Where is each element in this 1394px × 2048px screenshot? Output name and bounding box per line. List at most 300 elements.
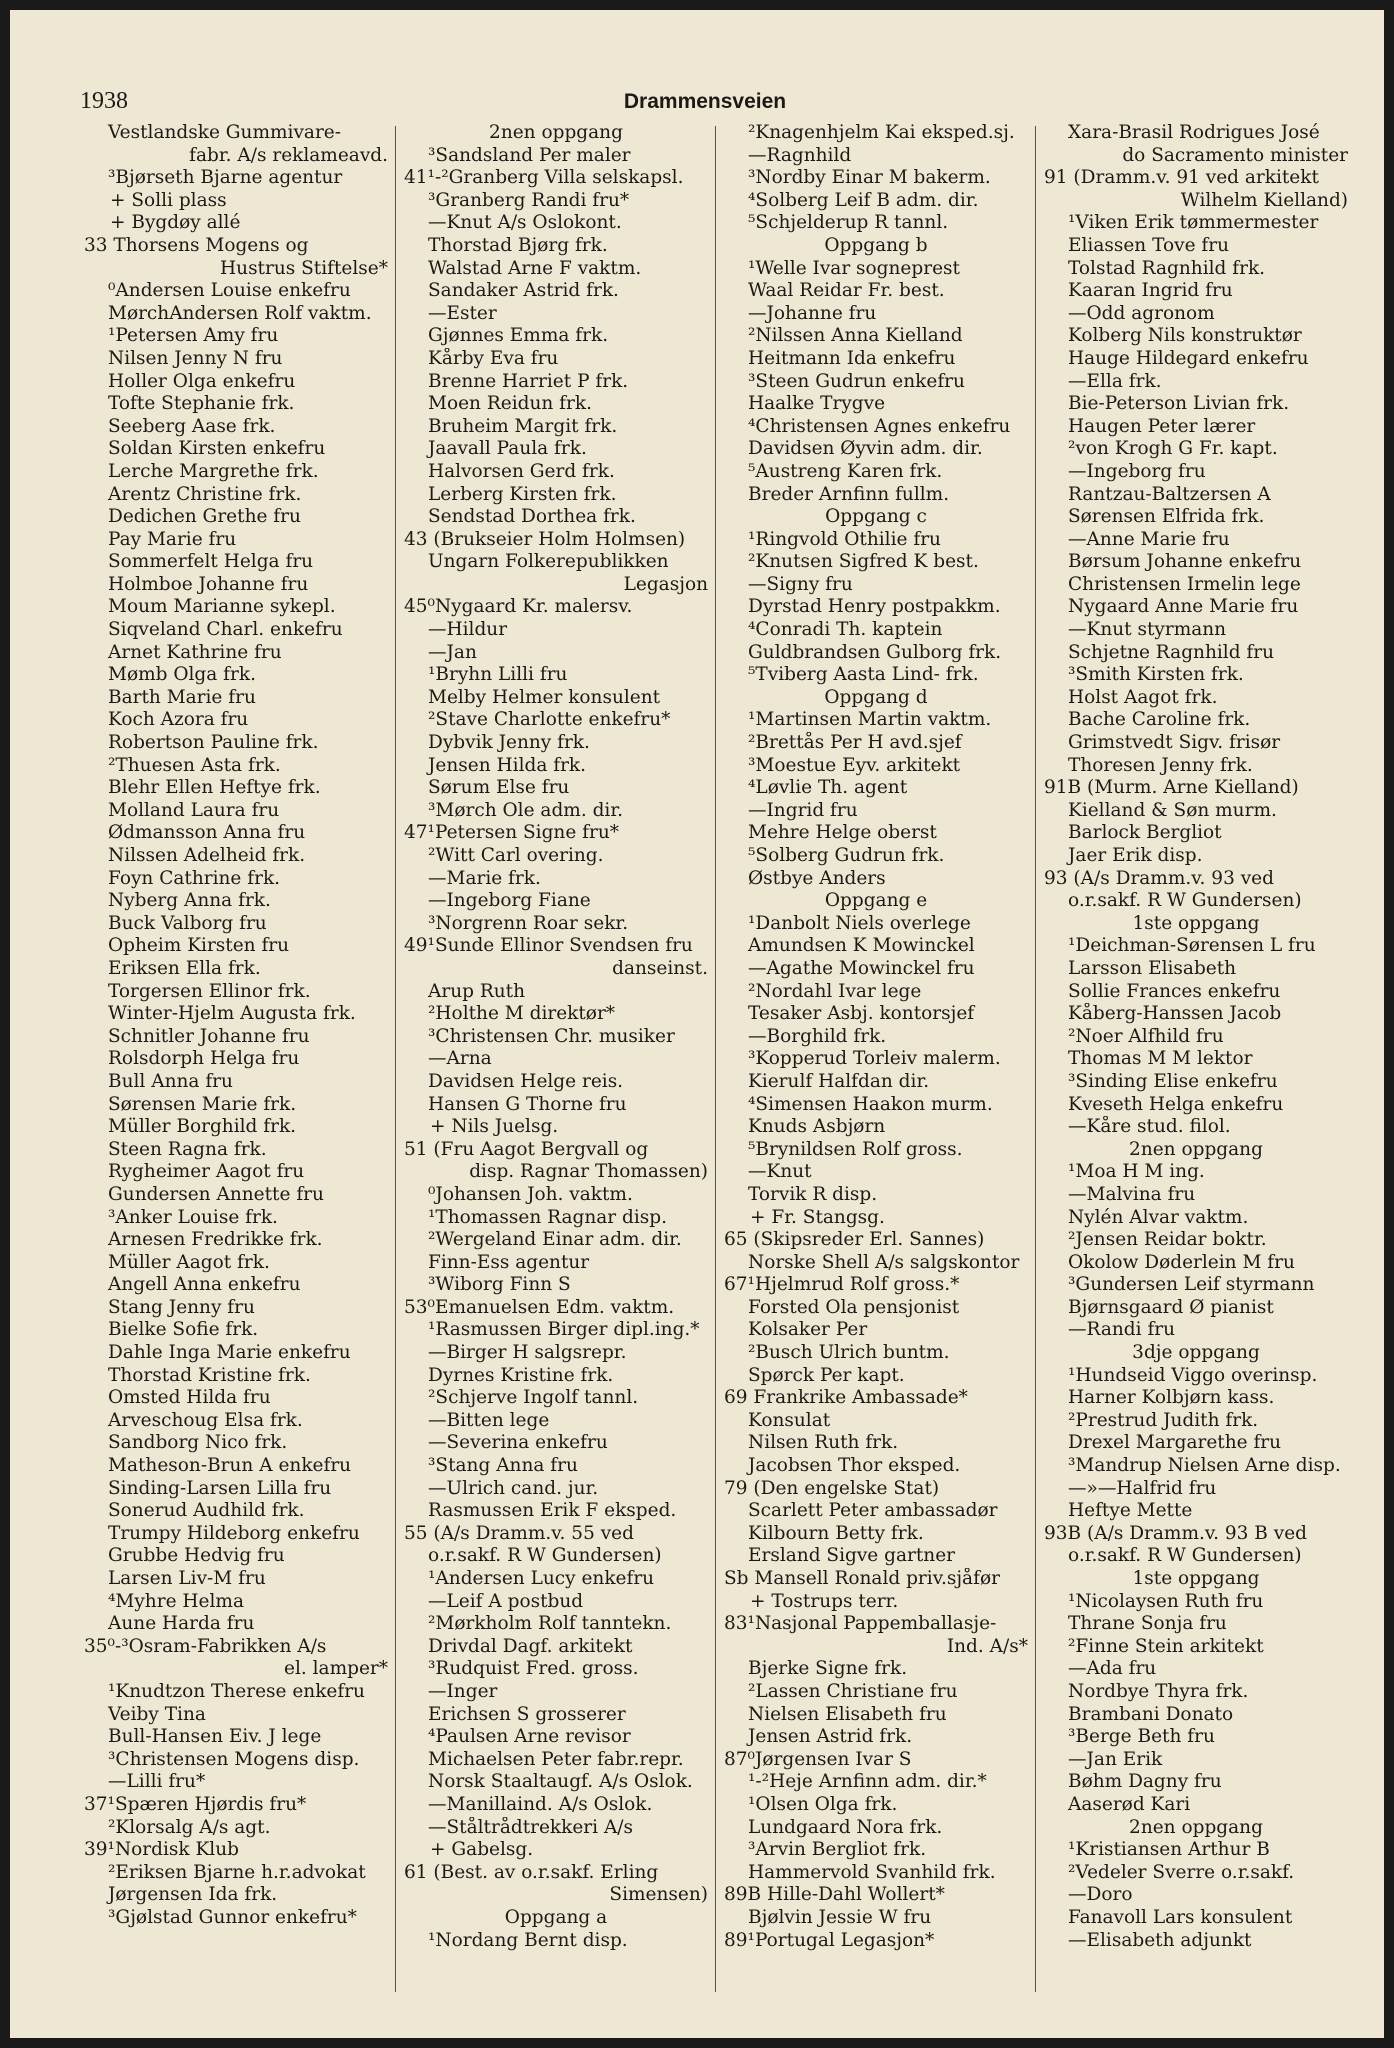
directory-entry-line: Tolstad Ragnhild frk. — [1068, 257, 1266, 279]
directory-entry-line: Bull-Hansen Eiv. J lege — [108, 1726, 322, 1748]
directory-entry-line: —Lilli fru* — [108, 1771, 206, 1793]
directory-entry-line: —Odd agronom — [1068, 302, 1215, 324]
directory-entry-line: —Inger — [428, 1680, 498, 1702]
directory-entry-line: do Sacramento minister — [1122, 144, 1348, 166]
directory-entry-line: 87⁰Jørgensen Ivar S — [724, 1748, 912, 1770]
directory-entry-line: Sandborg Nico frk. — [108, 1432, 288, 1454]
directory-entry-line: ³Granberg Randi fru* — [428, 189, 630, 211]
directory-entry-line: 2nen oppgang — [1129, 1138, 1263, 1160]
directory-entry-line: ¹Nicolaysen Ruth fru — [1068, 1590, 1264, 1612]
directory-entry-line: Torvik R disp. — [748, 1183, 878, 1205]
directory-entry-line: 41¹-²Granberg Villa selskapsl. — [404, 167, 684, 189]
directory-entry-line: Koch Azora fru — [108, 709, 249, 731]
directory-entry-line: Rolsdorph Helga fru — [108, 1048, 300, 1070]
directory-entry-line: 33 Thorsens Mogens og — [84, 234, 309, 256]
directory-entry-line: 61 (Best. av o.r.sakf. Erling — [404, 1861, 659, 1883]
directory-entry-line: Harner Kolbjørn kass. — [1068, 1387, 1275, 1409]
directory-entry-line: Bache Caroline frk. — [1068, 709, 1251, 731]
directory-entry-line: Pay Marie fru — [108, 528, 237, 550]
directory-entry-line: 1ste oppgang — [1132, 912, 1260, 934]
directory-entry-line: Nyberg Anna frk. — [108, 890, 271, 912]
directory-entry-line: Kierulf Halfdan dir. — [748, 1070, 930, 1092]
directory-entry-line: Brenne Harriet P frk. — [428, 370, 629, 392]
directory-entry-line: —Ragnhild — [748, 144, 852, 166]
directory-entry-line: Sørensen Elfrida frk. — [1068, 506, 1265, 528]
directory-entry-line: ²Eriksen Bjarne h.r.advokat — [108, 1861, 366, 1883]
directory-entry-line: ³Bjørseth Bjarne agentur — [108, 167, 343, 189]
directory-entry-line: Kaaran Ingrid fru — [1068, 280, 1233, 302]
directory-entry-line: Davidsen Helge reis. — [428, 1070, 624, 1092]
directory-entry-line: 1ste oppgang — [1132, 1568, 1260, 1589]
directory-entry-line: + Gabelsg. — [430, 1839, 534, 1861]
directory-entry-line: 93B (A/s Dramm.v. 93 B ved — [1044, 1522, 1308, 1544]
directory-entry-line: ²Nilssen Anna Kielland — [748, 325, 963, 347]
directory-entry-line: —Randi fru — [1068, 1319, 1176, 1341]
directory-entry-line: ¹Knudtzon Therese enkefru — [108, 1680, 365, 1702]
directory-entry-line: Bruheim Margit frk. — [428, 415, 618, 437]
directory-entry-line: Finn-Ess agentur — [428, 1251, 590, 1273]
directory-entry-line: Seeberg Aase frk. — [108, 415, 276, 437]
directory-entry-line: Eliassen Tove fru — [1068, 234, 1230, 256]
directory-entry-line: Bøhm Dagny fru — [1068, 1771, 1222, 1793]
directory-entry-line: ³Mørch Ole adm. dir. — [428, 799, 624, 821]
directory-entry-line: Børsum Johanne enkefru — [1068, 551, 1302, 573]
column-2 — [400, 122, 712, 2002]
directory-entry-line: ²Schjerve Ingolf tannl. — [428, 1387, 639, 1409]
directory-entry-line: el. lamper* — [284, 1658, 388, 1680]
directory-entry-line: Aune Harda fru — [108, 1613, 255, 1635]
directory-entry-line: ¹Nordang Bernt disp. — [428, 1929, 628, 1951]
directory-entry-line: Jacobsen Thor eksped. — [748, 1455, 961, 1477]
directory-entry-line: Nordbye Thyra frk. — [1068, 1680, 1249, 1702]
directory-entry-line: Holst Aagot frk. — [1068, 686, 1218, 708]
directory-entry-line: Ersland Sigve gartner — [748, 1545, 955, 1567]
directory-entry-line: Kolberg Nils konstruktør — [1068, 325, 1302, 347]
directory-entry-line: Erichsen S grosserer — [428, 1703, 626, 1725]
directory-entry-line: Hansen G Thorne fru — [428, 1093, 627, 1115]
directory-entry-line: Stang Jenny fru — [108, 1296, 255, 1318]
directory-entry-line: Bull Anna fru — [108, 1070, 233, 1092]
directory-entry-line: Robertson Pauline frk. — [108, 732, 319, 754]
directory-entry-line: ⁴Conradi Th. kaptein — [748, 619, 943, 641]
directory-entry-line: ¹Welle Ivar sogneprest — [748, 257, 960, 279]
directory-entry-line: 3dje oppgang — [1132, 1342, 1260, 1364]
directory-entry-line: 89¹Portugal Legasjon* — [724, 1929, 935, 1951]
directory-entry-line: Lundgaard Nora frk. — [748, 1816, 943, 1838]
directory-entry-line: ²Noer Alfhild fru — [1068, 1025, 1224, 1047]
directory-entry-line: 91B (Murm. Arne Kielland) — [1044, 777, 1299, 799]
directory-entry-line: —Jan — [428, 641, 477, 663]
directory-entry-line: —Severina enkefru — [428, 1432, 608, 1454]
directory-entry-line: Foyn Cathrine frk. — [108, 867, 281, 889]
directory-entry-line: ³Moestue Eyv. arkitekt — [748, 754, 961, 776]
directory-entry-line: ³Nordby Einar M bakerm. — [748, 167, 991, 189]
street-title: Drammensveien — [623, 90, 787, 113]
directory-entry-line: fabr. A/s reklameavd. — [189, 144, 388, 166]
directory-entry-line: Arnet Kathrine fru — [108, 641, 282, 663]
directory-entry-line: Dyrstad Henry postpakkm. — [748, 596, 1001, 618]
directory-entry-line: + Nils Juelsg. — [430, 1116, 559, 1138]
directory-entry-line: Hustrus Stiftelse* — [220, 257, 388, 279]
directory-entry-line: o.r.sakf. R W Gundersen) — [1068, 890, 1302, 912]
directory-entry-line: Schnitler Johanne fru — [108, 1025, 310, 1047]
directory-entry-line: 65 (Skipsreder Erl. Sannes) — [724, 1229, 985, 1251]
directory-entry-line: Arveschoug Elsa frk. — [108, 1409, 303, 1431]
directory-entry-line: Kilbourn Betty frk. — [748, 1522, 924, 1544]
directory-entry-line: Kielland & Søn murm. — [1068, 799, 1277, 821]
directory-entry-line: Norske Shell A/s salgskontor — [748, 1251, 1020, 1273]
directory-entry-line: Barth Marie fru — [108, 686, 256, 708]
directory-entry-line: Moum Marianne sykepl. — [108, 596, 336, 618]
directory-entry-line: Sendstad Dorthea frk. — [428, 506, 636, 528]
directory-entry-line: ³Gjølstad Gunnor enkefru* — [108, 1906, 357, 1928]
directory-entry-line: ²Nordahl Ivar lege — [748, 980, 922, 1002]
directory-entry-line: 39¹Nordisk Klub — [84, 1839, 239, 1861]
directory-entry-line: ⁴Solberg Leif B adm. dir. — [748, 189, 979, 211]
directory-entry-line: —Ingeborg Fiane — [428, 890, 591, 912]
directory-entry-line: ¹Olsen Olga frk. — [748, 1793, 898, 1815]
directory-entry-line: ²Klorsalg A/s agt. — [108, 1816, 271, 1838]
directory-entry-line: Eriksen Ella frk. — [108, 957, 261, 979]
directory-entry-line: Østbye Anders — [748, 867, 886, 889]
directory-entry-line: Christensen Irmelin lege — [1068, 573, 1301, 595]
directory-entry-line: Lerche Margrethe frk. — [108, 460, 319, 482]
directory-entry-line: Drexel Margarethe fru — [1068, 1432, 1282, 1454]
directory-entry-line: Melby Helmer konsulent — [428, 686, 661, 708]
directory-entry-line: o.r.sakf. R W Gundersen) — [428, 1545, 662, 1567]
directory-entry-line: + Fr. Stangsg. — [750, 1206, 885, 1228]
directory-entry-line: Forsted Ola pensjonist — [748, 1296, 960, 1318]
directory-entry-line: Veiby Tina — [108, 1703, 206, 1725]
directory-entry-line: 47¹Petersen Signe fru* — [404, 822, 620, 844]
directory-entry-line: ⁴Paulsen Arne revisor — [428, 1726, 631, 1748]
directory-entry-line: Xara-Brasil Rodrigues José — [1068, 122, 1320, 143]
directory-entry-line: Barlock Bergliot — [1068, 822, 1222, 844]
directory-page — [10, 10, 1384, 2038]
directory-entry-line: 43 (Brukseier Holm Holmsen) — [404, 528, 686, 550]
directory-entry-line: ²Holthe M direktør* — [428, 1003, 616, 1025]
directory-entry-line: —Ada fru — [1068, 1658, 1157, 1680]
page-number: 1938 — [80, 88, 128, 114]
directory-entry-line: Jørgensen Ida frk. — [108, 1884, 278, 1906]
directory-entry-line: Mehre Helge oberst — [748, 822, 937, 844]
directory-entry-line: —Kåre stud. filol. — [1068, 1116, 1231, 1138]
directory-entry-line: ²Witt Carl overing. — [428, 845, 604, 866]
directory-entry-line: —Johanne fru — [748, 302, 877, 324]
directory-entry-line: 55 (A/s Dramm.v. 55 ved — [404, 1522, 634, 1544]
directory-entry-line: Vestlandske Gummivare- — [108, 122, 341, 143]
directory-entry-line: Thrane Sonja fru — [1068, 1613, 1227, 1635]
directory-entry-line: Rygheimer Aagot fru — [108, 1161, 305, 1183]
directory-entry-line: Arnesen Fredrikke frk. — [108, 1229, 323, 1251]
directory-entry-line: ²Lassen Christiane fru — [748, 1680, 958, 1702]
directory-entry-line: —Anne Marie fru — [1068, 528, 1230, 550]
directory-entry-line: Angell Anna enkefru — [108, 1274, 301, 1296]
directory-entry-line: —Elisabeth adjunkt — [1068, 1929, 1252, 1951]
directory-entry-line: 89B Hille-Dahl Wollert* — [724, 1884, 945, 1906]
directory-entry-line: Soldan Kirsten enkefru — [108, 438, 326, 460]
directory-entry-line: ³Kopperud Torleiv malerm. — [748, 1048, 1001, 1070]
directory-entry-line: ³Berge Beth fru — [1068, 1726, 1215, 1748]
directory-entry-line: o.r.sakf. R W Gundersen) — [1068, 1545, 1302, 1567]
directory-entry-line: Oppgang b — [824, 234, 928, 256]
directory-entry-line: ³Sinding Elise enkefru — [1068, 1070, 1278, 1092]
directory-entry-line: —Doro — [1068, 1884, 1133, 1906]
directory-entry-line: Mømb Olga frk. — [108, 664, 256, 686]
directory-entry-line: Rantzau-Baltzersen A — [1068, 483, 1271, 505]
directory-entry-line: + Bygdøy allé — [110, 212, 241, 234]
directory-entry-line: Guldbrandsen Gulborg frk. — [748, 641, 1002, 663]
directory-entry-line: ⁵Brynildsen Rolf gross. — [748, 1138, 963, 1160]
directory-entry-line: —Jan Erik — [1068, 1748, 1163, 1770]
directory-entry-line: 53⁰Emanuelsen Edm. vaktm. — [404, 1296, 675, 1318]
directory-entry-line: Grimstvedt Sigv. frisør — [1068, 732, 1281, 754]
directory-entry-line: ³Wiborg Finn S — [428, 1274, 571, 1296]
directory-entry-line: Nielsen Elisabeth fru — [748, 1703, 947, 1725]
directory-entry-line: + Solli plass — [110, 189, 227, 211]
directory-entry-line: Konsulat — [748, 1409, 831, 1431]
directory-entry-line: ¹Petersen Amy fru — [108, 325, 279, 347]
directory-entry-line: ¹Rasmussen Birger dipl.ing.* — [428, 1319, 700, 1341]
directory-entry-line: —Bitten lege — [428, 1409, 550, 1431]
directory-entry-line: —Manillaind. A/s Oslok. — [428, 1793, 653, 1815]
directory-entry-line: ¹Moa H M ing. — [1068, 1161, 1205, 1183]
directory-entry-line: Ind. A/s* — [946, 1635, 1028, 1657]
directory-entry-line: Arup Ruth — [428, 980, 526, 1002]
directory-entry-line: Arentz Christine frk. — [108, 483, 302, 505]
directory-entry-line: ¹Viken Erik tømmermester — [1068, 212, 1319, 234]
directory-entry-line: 37¹Spæren Hjørdis fru* — [84, 1793, 307, 1815]
directory-entry-line: Bjerke Signe frk. — [748, 1658, 908, 1680]
directory-entry-line: ⁵Schjelderup R tannl. — [748, 212, 949, 234]
directory-entry-line: Kolsaker Per — [748, 1319, 868, 1341]
directory-entry-line: ¹Deichman-Sørensen L fru — [1068, 935, 1316, 957]
directory-entry-line: Thorstad Bjørg frk. — [428, 234, 608, 256]
directory-entry-line: 79 (Den engelske Stat) — [724, 1477, 940, 1499]
directory-entry-line: Bjølvin Jessie W fru — [748, 1906, 932, 1928]
directory-entry-line: Nylén Alvar vaktm. — [1068, 1206, 1249, 1228]
directory-entry-line: Siqveland Charl. enkefru — [108, 619, 343, 641]
directory-entry-line: Ødmansson Anna fru — [108, 822, 306, 844]
directory-entry-line: ⁴Simensen Haakon murm. — [748, 1093, 993, 1115]
directory-entry-line: 67¹Hjelmrud Rolf gross.* — [724, 1274, 960, 1296]
directory-entry-line: Breder Arnfinn fullm. — [748, 483, 950, 505]
directory-entry-line: —Malvina fru — [1068, 1183, 1196, 1205]
directory-entry-line: Larsson Elisabeth — [1068, 957, 1237, 979]
directory-entry-line: Kveseth Helga enkefru — [1068, 1093, 1284, 1115]
directory-entry-line: 45⁰Nygaard Kr. malersv. — [404, 596, 633, 618]
directory-entry-line: Kårby Eva fru — [428, 347, 559, 369]
directory-entry-line: ¹Bryhn Lilli fru — [428, 664, 568, 686]
column-1 — [80, 122, 392, 2002]
directory-entry-line: Larsen Liv-M fru — [108, 1568, 266, 1589]
directory-entry-line: Tofte Stephanie frk. — [108, 393, 295, 415]
directory-entry-line: ²Prestrud Judith frk. — [1068, 1409, 1259, 1431]
directory-entry-line: —Ester — [428, 302, 497, 324]
directory-entry-line: ²Brettås Per H avd.sjef — [748, 732, 962, 754]
directory-entry-line: Spørck Per kapt. — [748, 1364, 905, 1386]
directory-entry-line: Oppgang e — [824, 890, 928, 912]
directory-entry-line: Sørensen Marie frk. — [108, 1093, 297, 1115]
directory-entry-line: 2nen oppgang — [1129, 1816, 1263, 1838]
directory-entry-line: ³Smith Kirsten frk. — [1068, 664, 1244, 686]
directory-entry-line: ³Gundersen Leif styrmann — [1068, 1274, 1315, 1296]
directory-entry-line: —Leif A postbud — [428, 1590, 584, 1612]
directory-entry-line: Simensen) — [609, 1884, 708, 1906]
directory-entry-line: ⁵Tviberg Aasta Lind- frk. — [748, 664, 979, 686]
directory-entry-line: Sinding-Larsen Lilla fru — [108, 1477, 332, 1499]
directory-entry-line: Amundsen K Mowinckel — [748, 935, 975, 957]
directory-entry-line: Bie-Peterson Livian frk. — [1068, 393, 1290, 415]
directory-entry-line: Scarlett Peter ambassadør — [748, 1500, 998, 1522]
directory-entry-line: Halvorsen Gerd frk. — [428, 460, 615, 482]
directory-entry-line: Moen Reidun frk. — [428, 393, 592, 415]
directory-entry-line: ⁰Andersen Louise enkefru — [108, 280, 351, 302]
directory-entry-line: 93 (A/s Dramm.v. 93 ved — [1044, 867, 1274, 889]
directory-entry-line: Grubbe Hedvig fru — [108, 1545, 285, 1567]
directory-entry-line: Müller Borghild frk. — [108, 1116, 297, 1138]
directory-entry-line: Davidsen Øyvin adm. dir. — [748, 438, 983, 460]
directory-entry-line: Jensen Hilda frk. — [428, 754, 587, 776]
directory-entry-line: ³Arvin Bergliot frk. — [748, 1839, 927, 1861]
directory-entry-line: Thoresen Jenny frk. — [1068, 754, 1253, 776]
directory-entry-line: Steen Ragna frk. — [108, 1138, 267, 1160]
directory-entry-line: ³Stang Anna fru — [428, 1455, 578, 1477]
directory-entry-line: danseinst. — [612, 957, 708, 979]
directory-entry-line: ²Vedeler Sverre o.r.sakf. — [1068, 1861, 1295, 1883]
directory-entry-line: Sollie Frances enkefru — [1068, 980, 1281, 1002]
directory-entry-line: Heitmann Ida enkefru — [748, 347, 956, 369]
directory-entry-line: Ungarn Folkerepublikken — [428, 551, 669, 573]
directory-entry-line: ¹Hundseid Viggo overinsp. — [1068, 1364, 1318, 1386]
directory-entry-line: ²Jensen Reidar boktr. — [1068, 1229, 1267, 1251]
directory-entry-line: ¹Andersen Lucy enkefru — [428, 1568, 655, 1589]
directory-entry-line: —Hildur — [428, 619, 508, 641]
directory-entry-line: ²Mørkholm Rolf tanntekn. — [428, 1613, 672, 1635]
directory-entry-line: Sommerfelt Helga fru — [108, 551, 314, 573]
directory-entry-line: Molland Laura fru — [108, 799, 280, 821]
directory-entry-line: Norsk Staaltaugf. A/s Oslok. — [428, 1771, 693, 1793]
directory-entry-line: Hammervold Svanhild frk. — [748, 1861, 996, 1883]
directory-entry-line: ³Sandsland Per maler — [428, 144, 631, 166]
directory-entry-line: MørchAndersen Rolf vaktm. — [108, 302, 372, 324]
directory-entry-line: Blehr Ellen Heftye frk. — [108, 777, 321, 799]
directory-entry-line: ²Stave Charlotte enkefru* — [428, 709, 671, 731]
directory-entry-line: Gjønnes Emma frk. — [428, 325, 609, 347]
directory-entry-line: ²von Krogh G Fr. kapt. — [1068, 438, 1278, 460]
directory-entry-line: ²Busch Ulrich buntm. — [748, 1342, 950, 1364]
directory-entry-line: Oppgang a — [504, 1906, 608, 1928]
directory-entry-line: ⁴Christensen Agnes enkefru — [748, 415, 1011, 437]
directory-entry-line: Dedichen Grethe fru — [108, 506, 301, 528]
directory-entry-line: ³Rudquist Fred. gross. — [428, 1658, 639, 1680]
directory-entry-line: —Ståltrådtrekkeri A/s — [428, 1816, 634, 1838]
directory-entry-line: Nilssen Adelheid frk. — [108, 845, 306, 866]
directory-entry-line: 2nen oppgang — [489, 122, 623, 143]
directory-entry-line: ³Christensen Chr. musiker — [428, 1025, 675, 1047]
directory-entry-line: Hauge Hildegard enkefru — [1068, 347, 1309, 369]
directory-entry-line: Jensen Astrid frk. — [748, 1726, 913, 1748]
directory-entry-line: ³Mandrup Nielsen Arne disp. — [1068, 1455, 1341, 1477]
directory-entry-line: ³Steen Gudrun enkefru — [748, 370, 965, 392]
directory-entry-line: Drivdal Dagf. arkitekt — [428, 1635, 633, 1657]
directory-entry-line: ⁵Solberg Gudrun frk. — [748, 845, 945, 866]
directory-entry-line: ⁵Austreng Karen frk. — [748, 460, 943, 482]
directory-entry-line: Aaserød Kari — [1068, 1793, 1191, 1815]
directory-columns — [80, 122, 1348, 2002]
directory-entry-line: ¹Thomassen Ragnar disp. — [428, 1206, 667, 1228]
directory-entry-line: ²Wergeland Einar adm. dir. — [428, 1229, 682, 1251]
directory-entry-line: Sandaker Astrid frk. — [428, 280, 619, 302]
directory-entry-line: Sb Mansell Ronald priv.sjåfør — [724, 1568, 1000, 1589]
directory-entry-line: Holler Olga enkefru — [108, 370, 296, 392]
column-divider — [1035, 126, 1036, 1992]
directory-entry-line: Omsted Hilda fru — [108, 1387, 271, 1409]
directory-entry-line: —Borghild frk. — [748, 1025, 887, 1047]
directory-entry-line: Bielke Sofie frk. — [108, 1319, 259, 1341]
directory-entry-line: ²Thuesen Asta frk. — [108, 754, 281, 776]
directory-entry-line: ³Anker Louise frk. — [108, 1206, 278, 1228]
directory-entry-line: Nilsen Ruth frk. — [748, 1432, 899, 1454]
directory-entry-line: 91 (Dramm.v. 91 ved arkitekt — [1044, 167, 1319, 189]
directory-entry-line: Walstad Arne F vaktm. — [428, 257, 642, 279]
directory-entry-line: ¹Ringvold Othilie fru — [748, 528, 941, 550]
directory-entry-line: ⁴Myhre Helma — [108, 1590, 244, 1612]
directory-entry-line: Oppgang d — [824, 686, 928, 708]
directory-entry-line: ³Christensen Mogens disp. — [108, 1748, 360, 1770]
directory-entry-line: Dybvik Jenny frk. — [428, 732, 590, 754]
column-divider — [395, 126, 396, 1992]
directory-entry-line: —Birger H salgsrepr. — [428, 1342, 627, 1364]
directory-entry-line: Dahle Inga Marie enkefru — [108, 1342, 351, 1364]
directory-entry-line: + Tostrups terr. — [750, 1590, 899, 1612]
directory-entry-line: —Arna — [428, 1048, 492, 1070]
directory-entry-line: Gundersen Annette fru — [108, 1183, 324, 1205]
directory-entry-line: 83¹Nasjonal Pappemballasje- — [724, 1613, 997, 1635]
directory-entry-line: ¹Kristiansen Arthur B — [1068, 1839, 1270, 1861]
directory-entry-line: Buck Valborg fru — [108, 912, 267, 934]
directory-entry-line: —Knut styrmann — [1068, 619, 1227, 641]
directory-entry-line: Haugen Peter lærer — [1068, 415, 1256, 437]
directory-entry-line: Sonerud Audhild frk. — [108, 1500, 305, 1522]
directory-entry-line: Fanavoll Lars konsulent — [1068, 1906, 1293, 1928]
directory-entry-line: Dyrnes Kristine frk. — [428, 1364, 614, 1386]
directory-entry-line: Wilhelm Kielland) — [1180, 189, 1348, 211]
directory-entry-line: —Agathe Mowinckel fru — [748, 957, 975, 979]
directory-entry-line: Opheim Kirsten fru — [108, 935, 290, 957]
directory-entry-line: Bjørnsgaard Ø pianist — [1068, 1296, 1274, 1318]
directory-entry-line: —Marie frk. — [428, 867, 541, 889]
directory-entry-line: ¹Martinsen Martin vaktm. — [748, 709, 992, 731]
directory-entry-line: ²Knutsen Sigfred K best. — [748, 551, 979, 573]
directory-entry-line: Kåberg-Hanssen Jacob — [1068, 1003, 1282, 1025]
directory-entry-line: ²Knagenhjelm Kai eksped.sj. — [748, 122, 1015, 143]
directory-entry-line: Lerberg Kirsten frk. — [428, 483, 617, 505]
directory-entry-line: Haalke Trygve — [748, 393, 886, 415]
directory-entry-line: 35⁰-³Osram-Fabrikken A/s — [84, 1635, 327, 1657]
directory-entry-line: Brambani Donato — [1068, 1703, 1234, 1725]
directory-entry-line: Okolow Døderlein M fru — [1068, 1251, 1295, 1273]
column-3 — [720, 122, 1032, 2002]
directory-entry-line: —Knut — [748, 1161, 812, 1183]
directory-entry-line: Rasmussen Erik F eksped. — [428, 1500, 677, 1522]
directory-entry-line: Heftye Mette — [1068, 1500, 1193, 1522]
directory-entry-line: 51 (Fru Aagot Bergvall og — [404, 1138, 649, 1160]
directory-entry-line: —»—Halfrid fru — [1068, 1477, 1217, 1499]
directory-entry-line: Michaelsen Peter fabr.repr. — [428, 1748, 684, 1770]
directory-entry-line: Waal Reidar Fr. best. — [748, 280, 945, 302]
column-4 — [1040, 122, 1352, 2002]
